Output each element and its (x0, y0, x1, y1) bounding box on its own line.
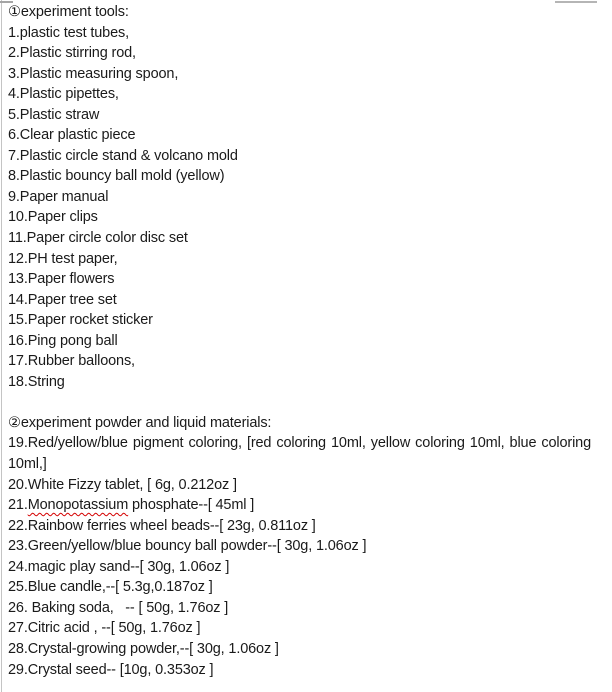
list-item: 3.Plastic measuring spoon, (8, 65, 179, 82)
document-body (8, 2, 591, 680)
list-item: 27.Citric acid , --[ 50g, 1.76oz ] (8, 620, 201, 637)
list-item: 20.White Fizzy tablet, [ 6g, 0.212oz ] (8, 476, 237, 493)
section-heading-tools: ①experiment tools: (8, 4, 129, 20)
section-experiment-tools (8, 2, 591, 392)
list-item: 22.Rainbow ferries wheel beads--[ 23g, 0.811oz ] (8, 517, 316, 534)
list-item: 26. Baking soda, -- [ 50g, 1.76oz ] (8, 599, 229, 616)
list-item: 6.Clear plastic piece (8, 127, 136, 144)
list-item: 5.Plastic straw (8, 106, 100, 123)
list-item: 1.plastic test tubes, (8, 24, 129, 41)
list-item: 17.Rubber balloons, (8, 353, 135, 370)
list-item: 19.Red/yellow/blue pigment coloring, [red coloring 10ml, yellow coloring 10ml, blue coloring (8, 435, 591, 452)
list-item: 8.Plastic bouncy ball mold (yellow) (8, 168, 225, 185)
list-item: 9.Paper manual (8, 188, 109, 205)
materials-list (8, 433, 591, 680)
tools-list (8, 23, 591, 393)
list-item: 7.Plastic circle stand & volcano mold (8, 147, 238, 164)
list-item: 13.Paper flowers (8, 271, 115, 288)
list-item: 23.Green/yellow/blue bouncy ball powder--[ 30g, 1.06oz ] (8, 538, 367, 555)
list-item: 10.Paper clips (8, 209, 98, 226)
section-heading-materials: ②experiment powder and liquid materials: (8, 414, 272, 431)
list-item: 24.magic play sand--[ 30g, 1.06oz ] (8, 558, 230, 575)
list-item: 18.String (8, 373, 65, 390)
list-item: 25.Blue candle,--[ 5.3g,0.187oz ] (8, 579, 213, 596)
list-item: 28.Crystal-growing powder,--[ 30g, 1.06oz ] (8, 640, 279, 657)
list-item: 11.Paper circle color disc set (8, 230, 188, 247)
section-powder-liquid-materials (8, 413, 591, 680)
list-item: 2.Plastic stirring rod, (8, 45, 136, 62)
list-item: 14.Paper tree set (8, 291, 117, 308)
list-item: 12.PH test paper, (8, 250, 118, 267)
list-item: 10ml,] (8, 456, 47, 473)
list-item: 15.Paper rocket sticker (8, 312, 153, 329)
list-item: 16.Ping pong ball (8, 332, 118, 349)
list-item: 4.Plastic pipettes, (8, 86, 119, 103)
list-item: 21.Monopotassium phosphate--[ 45ml ] (8, 497, 255, 514)
table-border-left (1, 0, 2, 692)
misspelled-word: Monopotassium (27, 497, 129, 514)
list-item: 29.Crystal seed-- [10g, 0.353oz ] (8, 661, 214, 678)
